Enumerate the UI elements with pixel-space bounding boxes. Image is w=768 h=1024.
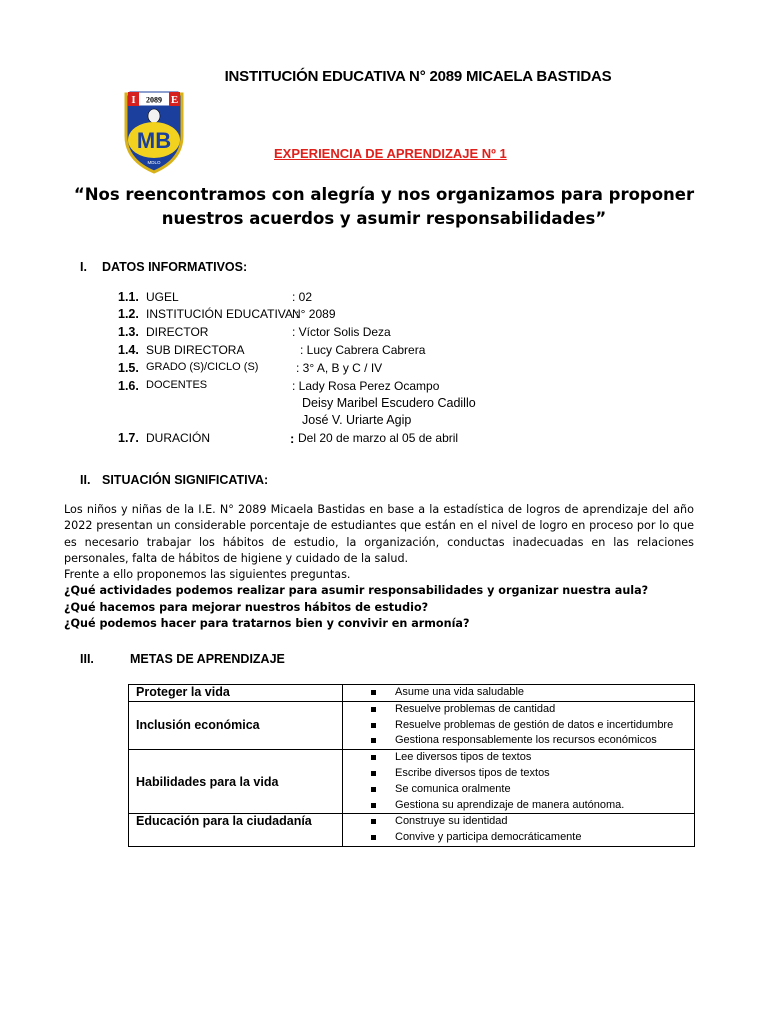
info-num: 1.5. <box>118 361 139 375</box>
logo-letter-left: I <box>131 94 136 106</box>
table-row <box>129 701 695 749</box>
info-row-director <box>118 325 538 343</box>
section2-heading <box>80 473 268 487</box>
category-cell: Habilidades para la vida <box>129 750 343 814</box>
info-label: UGEL <box>146 290 179 304</box>
info-value: Del 20 de marzo al 05 de abril <box>298 431 459 445</box>
list-item: Escribe diversos tipos de textos <box>343 766 694 782</box>
info-list <box>118 290 538 450</box>
table-row <box>129 685 695 702</box>
info-num: 1.3. <box>118 325 139 339</box>
list-item: Gestiona responsablemente los recursos económicos <box>343 733 694 749</box>
main-title-line2: nuestros acuerdos y asumir responsabilidades” <box>161 209 607 228</box>
school-logo <box>122 88 186 174</box>
table-row <box>129 750 695 814</box>
info-label: GRADO (S)/CICLO (S) <box>146 361 259 373</box>
section2-number: II. <box>80 473 91 487</box>
section3-heading <box>80 652 285 666</box>
info-num: 1.4. <box>118 343 139 357</box>
info-row-institucion <box>118 307 538 325</box>
info-num: 1.2. <box>118 307 139 321</box>
main-title <box>0 183 768 231</box>
logo-number: 2089 <box>146 95 162 105</box>
docente-extra-1: Deisy Maribel Escudero Cadillo <box>302 396 476 410</box>
school-title <box>0 68 768 85</box>
question-2: ¿Qué hacemos para mejorar nuestros hábitos de estudio? <box>64 600 429 614</box>
items-cell <box>343 814 695 847</box>
docente-extra-2: José V. Uriarte Agip <box>302 413 412 427</box>
list-item: Construye su identidad <box>343 814 694 830</box>
info-num: 1.6. <box>118 379 139 393</box>
situation-text <box>64 502 694 632</box>
items-cell <box>343 685 695 702</box>
category-cell: Educación para la ciudadanía <box>129 814 343 847</box>
section1-number: I. <box>80 260 87 274</box>
info-label: DOCENTES <box>146 379 208 391</box>
school-title-text: INSTITUCIÓN EDUCATIVA N° 2089 MICAELA BASTIDAS <box>224 68 612 85</box>
list-item: Gestiona su aprendizaje de manera autónoma. <box>343 798 694 814</box>
section3-number: III. <box>80 652 94 666</box>
info-row-docentes <box>118 379 538 397</box>
info-num: 1.7. <box>118 431 139 445</box>
info-value: : Víctor Solis Deza <box>292 325 391 339</box>
info-label: INSTITUCIÓN EDUCATIVA : <box>146 307 299 321</box>
logo-letter-right: E <box>170 94 179 106</box>
info-value: : Lady Rosa Perez Ocampo <box>292 379 440 393</box>
info-value: N° 2089 <box>292 307 336 321</box>
info-colon: : <box>290 431 295 446</box>
section3-title: METAS DE APRENDIZAJE <box>130 652 285 666</box>
situation-intro: Frente a ello proponemos las siguientes preguntas. <box>64 568 351 582</box>
logo-motto: MDLO <box>147 160 161 165</box>
table-row <box>129 814 695 847</box>
info-label: DURACIÓN <box>146 431 211 445</box>
section1-heading <box>80 260 247 274</box>
section1-title: DATOS INFORMATIVOS: <box>102 260 248 274</box>
list-item: Asume una vida saludable <box>343 685 694 701</box>
metas-table <box>128 684 695 847</box>
info-label: SUB DIRECTORA <box>146 343 245 357</box>
situation-paragraph: Los niños y niñas de la I.E. N° 2089 Micaela Bastidas en base a la estadística de logros de aprendizaje del año 2022 presentan un considerable porcentaje de estudiantes que están en el nivel de logro en proceso por lo que es necesario trabajar los hábitos de estudio, la organización, conductas inadecuadas en las relaciones personales, falta de hábitos de higiene y cuidado de la salud. <box>64 503 694 565</box>
info-value: : Lucy Cabrera Cabrera <box>300 343 426 357</box>
info-row-ugel <box>118 290 538 308</box>
list-item: Lee diversos tipos de textos <box>343 750 694 766</box>
info-row-subdirectora <box>118 343 538 361</box>
info-value: : 02 <box>292 290 313 304</box>
logo-initials: MB <box>136 128 172 153</box>
info-row-duracion <box>118 431 538 449</box>
section2-title: SITUACIÓN SIGNIFICATIVA: <box>102 473 269 487</box>
info-value: : 3° A, B y C / IV <box>296 361 383 375</box>
question-1: ¿Qué actividades podemos realizar para asumir responsabilidades y organizar nuestra aula? <box>64 584 649 598</box>
list-item: Convive y participa democráticamente <box>343 830 694 846</box>
main-title-line1: “Nos reencontramos con alegría y nos organizamos para proponer <box>73 185 695 204</box>
info-label: DIRECTOR <box>146 325 209 339</box>
question-3: ¿Qué podemos hacer para tratarnos bien y convivir en armonía? <box>64 617 470 631</box>
list-item: Resuelve problemas de cantidad <box>343 702 694 718</box>
items-cell <box>343 750 695 814</box>
list-item: Se comunica oralmente <box>343 782 694 798</box>
category-cell: Proteger la vida <box>129 685 343 702</box>
info-row-grado <box>118 361 538 379</box>
category-cell: Inclusión económica <box>129 701 343 749</box>
items-cell <box>343 701 695 749</box>
experience-title: EXPERIENCIA DE APRENDIZAJE Nº 1 <box>274 146 507 161</box>
list-item: Resuelve problemas de gestión de datos e incertidumbre <box>343 718 694 734</box>
info-num: 1.1. <box>118 290 139 304</box>
